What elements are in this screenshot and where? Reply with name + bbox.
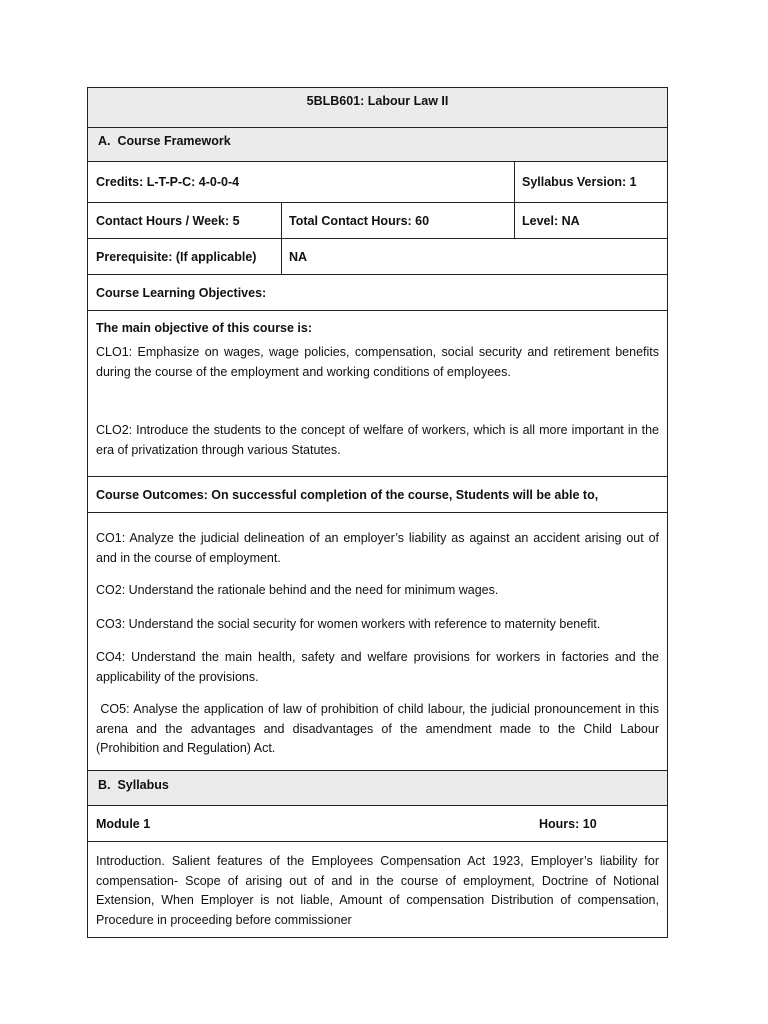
co2-text: CO2: Understand the rationale behind and the need for minimum wages. bbox=[96, 583, 499, 597]
section-b-heading: B. Syllabus bbox=[98, 778, 169, 792]
module1-content: Introduction. Salient features of the Employees Compensation Act 1923, Employer’s liability for compensation- Scope of arising out of and in the course of employment, Doctrine of Notional Extension, When Employer is not liable, Amount of compensation Distribution of compensation, Procedure in proceeding before commissioner bbox=[96, 854, 659, 927]
clo2-text: CLO2: Introduce the students to the concept of welfare of workers, which is all more important in the era of privatization through various Statutes. bbox=[96, 423, 659, 457]
course-title: 5BLB601: Labour Law II bbox=[306, 94, 449, 108]
section-b-row bbox=[88, 771, 667, 806]
main-objective: The main objective of this course is: bbox=[96, 321, 313, 335]
prerequisite-row bbox=[88, 239, 667, 275]
co1-text: CO1: Analyze the judicial delineation of an employer’s liability as against an accident arising out of and in the course of employment. bbox=[96, 531, 659, 565]
course-document bbox=[87, 87, 668, 938]
outcomes-row bbox=[88, 513, 667, 771]
module1-content-row bbox=[88, 842, 667, 937]
contact-hours-week-cell: Contact Hours / Week: 5 bbox=[96, 213, 240, 228]
level-cell: Level: NA bbox=[522, 213, 580, 228]
clo1-text: CLO1: Emphasize on wages, wage policies, compensation, social security and retirement benefits during the course of the employment and working conditions of employees. bbox=[96, 345, 659, 379]
co4-text: CO4: Understand the main health, safety and welfare provisions for workers in factories and the applicability of the provisions. bbox=[96, 650, 659, 684]
section-a-heading: A. Course Framework bbox=[98, 134, 231, 148]
section-a-row bbox=[88, 128, 667, 162]
credits-cell: Credits: L-T-P-C: 4-0-0-4 bbox=[96, 175, 240, 189]
clo-heading: Course Learning Objectives: bbox=[96, 285, 267, 300]
co5-text: CO5: Analyse the application of law of prohibition of child labour, the judicial pronouncement in this arena and the advantages and disadvantages of the amendment made to the Child Labour (Prohibition and Regulation) Act. bbox=[96, 702, 659, 755]
syllabus-version-cell: Syllabus Version: 1 bbox=[522, 175, 637, 189]
module1-hours: Hours: 10 bbox=[539, 816, 597, 831]
co-heading: Course Outcomes: On successful completion of the course, Students will be able to, bbox=[96, 487, 599, 502]
prerequisite-value: NA bbox=[289, 249, 308, 264]
clo-heading-row bbox=[88, 275, 667, 311]
co-heading-row bbox=[88, 477, 667, 513]
objectives-row bbox=[88, 311, 667, 477]
total-contact-hours-cell: Total Contact Hours: 60 bbox=[289, 213, 430, 228]
co3-text: CO3: Understand the social security for women workers with reference to maternity benefit. bbox=[96, 616, 601, 631]
credits-row bbox=[88, 162, 667, 203]
prerequisite-label: Prerequisite: (If applicable) bbox=[96, 249, 257, 264]
contact-hours-row bbox=[88, 203, 667, 239]
module1-header-row bbox=[88, 806, 667, 842]
module1-label: Module 1 bbox=[96, 816, 151, 831]
title-row bbox=[88, 88, 667, 128]
